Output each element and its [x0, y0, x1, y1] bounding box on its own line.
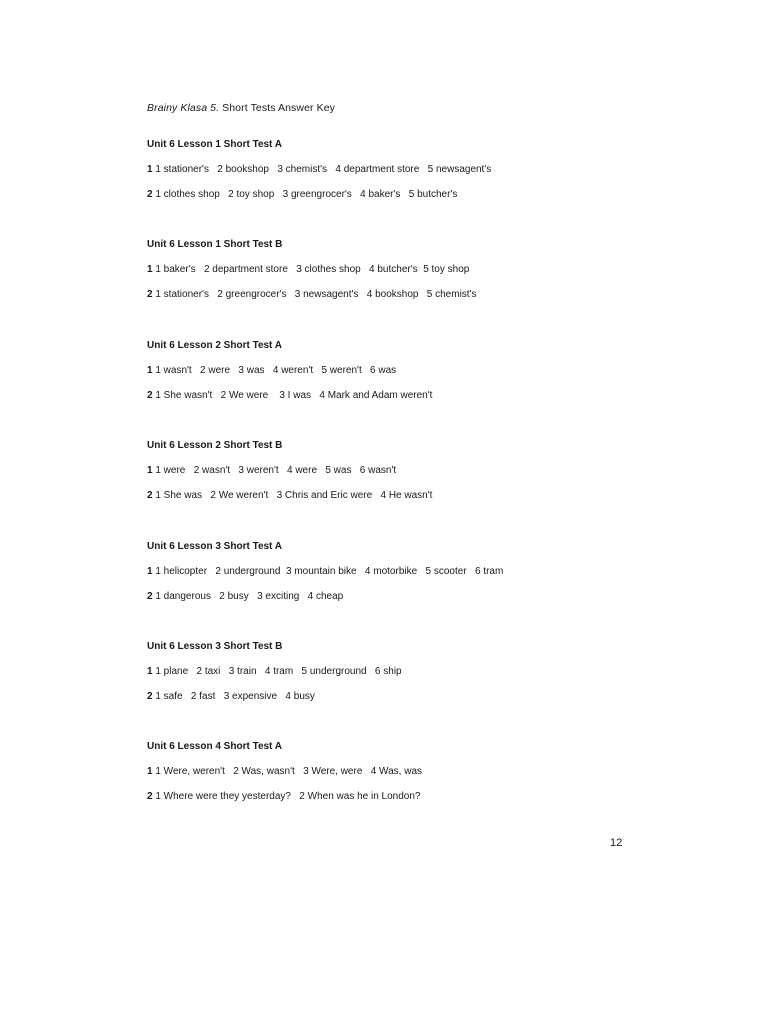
answer-line	[147, 565, 667, 590]
answer-line	[147, 288, 667, 313]
answer-line	[147, 464, 667, 489]
exercise-number: 2	[147, 390, 153, 401]
answer-line	[147, 364, 667, 389]
exercise-number: 1	[147, 666, 153, 677]
answer-line	[147, 489, 667, 514]
answer-text: 1 helicopter 2 underground 3 mountain bike 4 motorbike 5 scooter 6 tram	[152, 566, 504, 577]
page-number: 12	[610, 837, 623, 849]
exercise-number: 2	[147, 289, 153, 300]
answer-line	[147, 665, 667, 690]
answer-text: 1 Where were they yesterday? 2 When was he in London?	[152, 791, 421, 802]
answer-section	[147, 640, 667, 715]
exercise-number: 2	[147, 189, 153, 200]
answer-line	[147, 389, 667, 414]
answer-text: 1 safe 2 fast 3 expensive 4 busy	[152, 691, 315, 702]
answer-section	[147, 439, 667, 514]
answer-section	[147, 540, 667, 615]
answer-line	[147, 263, 667, 288]
answer-section	[147, 138, 667, 213]
answer-line	[147, 188, 667, 213]
exercise-number: 2	[147, 490, 153, 501]
section-heading: Unit 6 Lesson 1 Short Test A	[147, 139, 283, 150]
answer-text: 1 Were, weren't 2 Was, wasn't 3 Were, were 4 Was, was	[152, 766, 423, 777]
title-brand: Brainy Klasa 5.	[147, 102, 220, 114]
answer-section	[147, 238, 667, 313]
exercise-number: 1	[147, 164, 153, 175]
title-rest: Short Tests Answer Key	[219, 102, 336, 114]
section-heading: Unit 6 Lesson 3 Short Test B	[147, 641, 283, 652]
section-heading: Unit 6 Lesson 2 Short Test A	[147, 340, 283, 351]
answer-text: 1 dangerous 2 busy 3 exciting 4 cheap	[152, 591, 344, 602]
answer-text: 1 stationer's 2 bookshop 3 chemist's 4 department store 5 newsagent's	[152, 164, 492, 175]
answer-text: 1 baker's 2 department store 3 clothes shop 4 butcher's 5 toy shop	[152, 264, 470, 275]
answer-line	[147, 163, 667, 188]
section-heading: Unit 6 Lesson 3 Short Test A	[147, 541, 283, 552]
document-title	[147, 102, 335, 114]
exercise-number: 1	[147, 264, 153, 275]
exercise-number: 1	[147, 566, 153, 577]
exercise-number: 2	[147, 791, 153, 802]
section-heading: Unit 6 Lesson 2 Short Test B	[147, 440, 283, 451]
exercise-number: 1	[147, 465, 153, 476]
answer-line	[147, 590, 667, 615]
answer-text: 1 stationer's 2 greengrocer's 3 newsagent's 4 bookshop 5 chemist's	[152, 289, 477, 300]
answer-text: 1 She was 2 We weren't 3 Chris and Eric were 4 He wasn't	[152, 490, 433, 501]
answer-text: 1 clothes shop 2 toy shop 3 greengrocer's 4 baker's 5 butcher's	[152, 189, 458, 200]
section-heading: Unit 6 Lesson 4 Short Test A	[147, 741, 283, 752]
exercise-number: 2	[147, 691, 153, 702]
answer-text: 1 plane 2 taxi 3 train 4 tram 5 underground 6 ship	[152, 666, 402, 677]
exercise-number: 1	[147, 365, 153, 376]
answer-section	[147, 339, 667, 414]
answer-text: 1 were 2 wasn't 3 weren't 4 were 5 was 6 wasn't	[152, 465, 397, 476]
answer-text: 1 wasn't 2 were 3 was 4 weren't 5 weren't 6 was	[152, 365, 397, 376]
answer-text: 1 She wasn't 2 We were 3 I was 4 Mark and Adam weren't	[152, 390, 433, 401]
answer-line	[147, 690, 667, 715]
section-heading: Unit 6 Lesson 1 Short Test B	[147, 239, 283, 250]
answer-line	[147, 790, 667, 815]
exercise-number: 1	[147, 766, 153, 777]
answer-section	[147, 740, 667, 815]
exercise-number: 2	[147, 591, 153, 602]
answer-line	[147, 765, 667, 790]
